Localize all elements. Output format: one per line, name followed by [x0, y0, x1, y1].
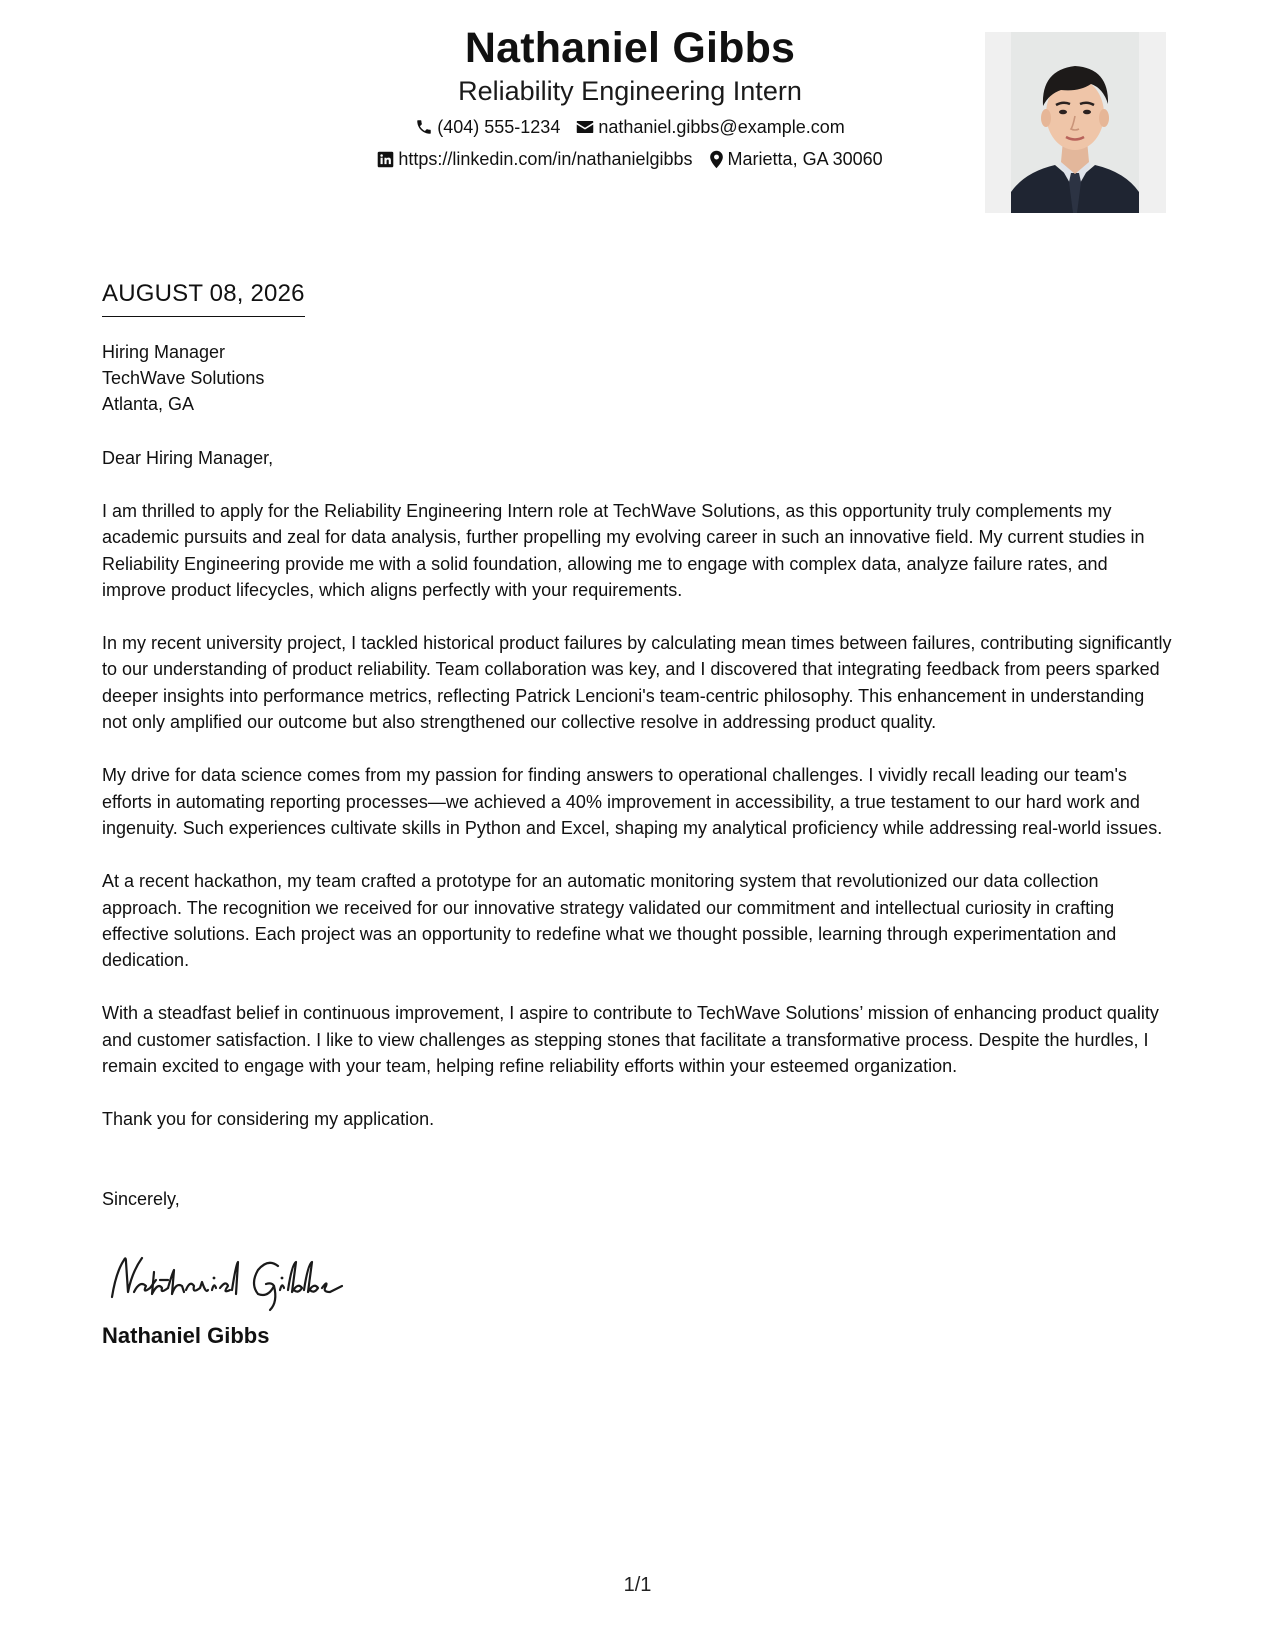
paragraph-6: Thank you for considering my application. [102, 1109, 435, 1130]
recipient-line: Hiring Manager [102, 342, 226, 362]
paragraph-3: My drive for data science comes from my passion for finding answers to operational challenges. I vividly recall leading our team's efforts in automating reporting processes—we achieved a 40% improvement in accessibility, a true testament to our hard work and ingenuity. Such experiences cultivate skills in Python and Excel, shaping my analytical proficiency while addressing real-world issues. [102, 765, 1163, 838]
applicant-name: Nathaniel Gibbs [464, 24, 796, 72]
paragraph-4: At a recent hackathon, my team crafted a prototype for an automatic monitoring system that revolutionized our data collection approach. The recognition we received for our innovative strategy validated our commitment and intellectual curiosity in crafting effective solutions. Each project was an opportunity to redefine what we thought possible, learning through experimentation and dedication. [102, 871, 1117, 971]
linkedin-icon [377, 151, 394, 168]
contact-phone [415, 115, 560, 139]
phone-icon [415, 118, 433, 136]
closing: Sincerely, [102, 1188, 180, 1209]
linkedin-text[interactable]: https://linkedin.com/in/nathanielgibbs [398, 149, 693, 169]
recipient-company: TechWave Solutions [102, 368, 265, 388]
map-pin-icon [709, 150, 724, 169]
job-title: Reliability Engineering Intern [458, 76, 802, 106]
location-text: Marietta, GA 30060 [727, 149, 883, 169]
paragraph-2: In my recent university project, I tackled historical product failures by calculating mean times between failures, contributing significantly to our understanding of product reliability. Team collaboration was key, and I discovered that integrating feedback from peers sparked deeper insights into performance metrics, reflecting Patrick Lencioni's team-centric philosophy. This enhancement in understanding not only amplified our outcome but also strengthened our collective resolve in addressing product quality. [102, 633, 1172, 733]
signer-name: Nathaniel Gibbs [102, 1322, 270, 1348]
contact-location [709, 147, 883, 171]
email-text[interactable]: nathaniel.gibbs@example.com [598, 117, 845, 137]
salutation: Dear Hiring Manager, [102, 448, 274, 468]
contact-email[interactable] [576, 115, 844, 139]
contact-linkedin[interactable] [377, 147, 692, 171]
letter-body [102, 278, 1172, 1350]
handwritten-signature [102, 1242, 382, 1312]
paragraph-1: I am thrilled to apply for the Reliability Engineering Intern role at TechWave Solutions, as this opportunity truly complements my academic pursuits and zeal for data analysis, further propelling my evolving career in such an innovative field. My current studies in Reliability Engineering provide me with a solid foundation, allowing me to engage with complex data, analyze failure rates, and improve product lifecycles, which aligns perfectly with your requirements. [102, 501, 1145, 600]
recipient-location: Atlanta, GA [102, 394, 195, 414]
envelope-icon [576, 119, 594, 135]
paragraph-5: With a steadfast belief in continuous improvement, I aspire to contribute to TechWave Solutions’ mission of enhancing product quality and customer satisfaction. I like to view challenges as stepping stones that facilitate a transformative process. Despite the hurdles, I remain excited to engage with your team, helping refine reliability efforts within your esteemed organization. [102, 1003, 1159, 1077]
recipient-block [102, 339, 1172, 417]
phone-text: (404) 555-1234 [437, 117, 561, 137]
letter-date: AUGUST 08, 2026 [102, 278, 305, 317]
page-number: 1/1 [623, 1574, 652, 1596]
profile-photo [985, 32, 1166, 213]
